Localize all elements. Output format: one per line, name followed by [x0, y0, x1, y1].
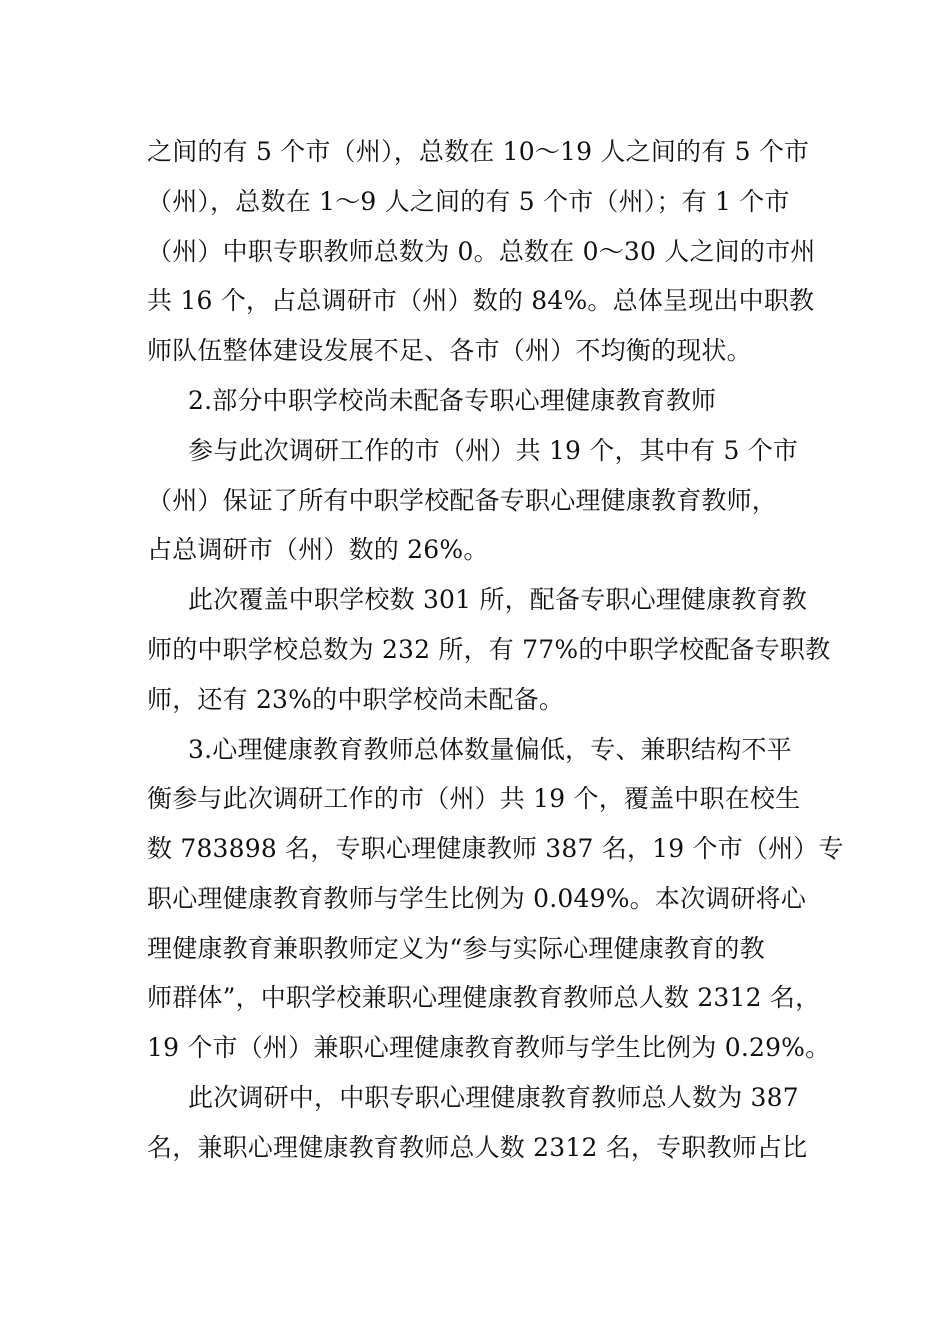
text-line: 之间的有 5 个市（州），总数在 10～19 人之间的有 5 个市	[147, 137, 810, 166]
text-line: 参与此次调研工作的市（州）共 19 个，其中有 5 个市	[188, 436, 799, 465]
section-heading: 3.心理健康教育教师总体数量偏低，专、兼职结构不平	[188, 735, 792, 764]
text-line: 此次覆盖中职学校数 301 所，配备专职心理健康教育教	[188, 585, 808, 614]
text-line: 名，兼职心理健康教育教师总人数 2312 名，专职教师占比	[147, 1133, 808, 1162]
text-line: 师群体”，中职学校兼职心理健康教育教师总人数 2312 名，	[147, 983, 821, 1012]
section-heading: 2.部分中职学校尚未配备专职心理健康教育教师	[188, 386, 717, 415]
text-line: 理健康教育兼职教师定义为“参与实际心理健康教育的教	[147, 934, 765, 963]
text-line: 19 个市（州）兼职心理健康教育教师与学生比例为 0.29%。	[147, 1033, 831, 1062]
text-line: （州），总数在 1～9 人之间的有 5 个市（州）；有 1 个市	[147, 187, 790, 216]
text-line: （州）中职专职教师总数为 0。总数在 0～30 人之间的市州	[147, 237, 816, 266]
text-line: 衡参与此次调研工作的市（州）共 19 个，覆盖中职在校生	[147, 784, 801, 813]
text-line: 此次调研中，中职专职心理健康教育教师总人数为 387	[188, 1083, 799, 1112]
text-line: 占总调研市（州）数的 26%。	[147, 535, 489, 564]
text-line: 师，还有 23%的中职学校尚未配备。	[147, 685, 565, 714]
text-line: 师队伍整体建设发展不足、各市（州）不均衡的现状。	[147, 336, 752, 365]
text-line: 共 16 个，占总调研市（州）数的 84%。总体呈现出中职教	[147, 286, 815, 315]
text-line: 职心理健康教育教师与学生比例为 0.049%。本次调研将心	[147, 884, 807, 913]
text-line: （州）保证了所有中职学校配备专职心理健康教育教师，	[147, 486, 778, 515]
text-line: 数 783898 名，专职心理健康教师 387 名，19 个市（州）专	[147, 834, 844, 863]
text-line: 师的中职学校总数为 232 所，有 77%的中职学校配备专职教	[147, 635, 831, 664]
